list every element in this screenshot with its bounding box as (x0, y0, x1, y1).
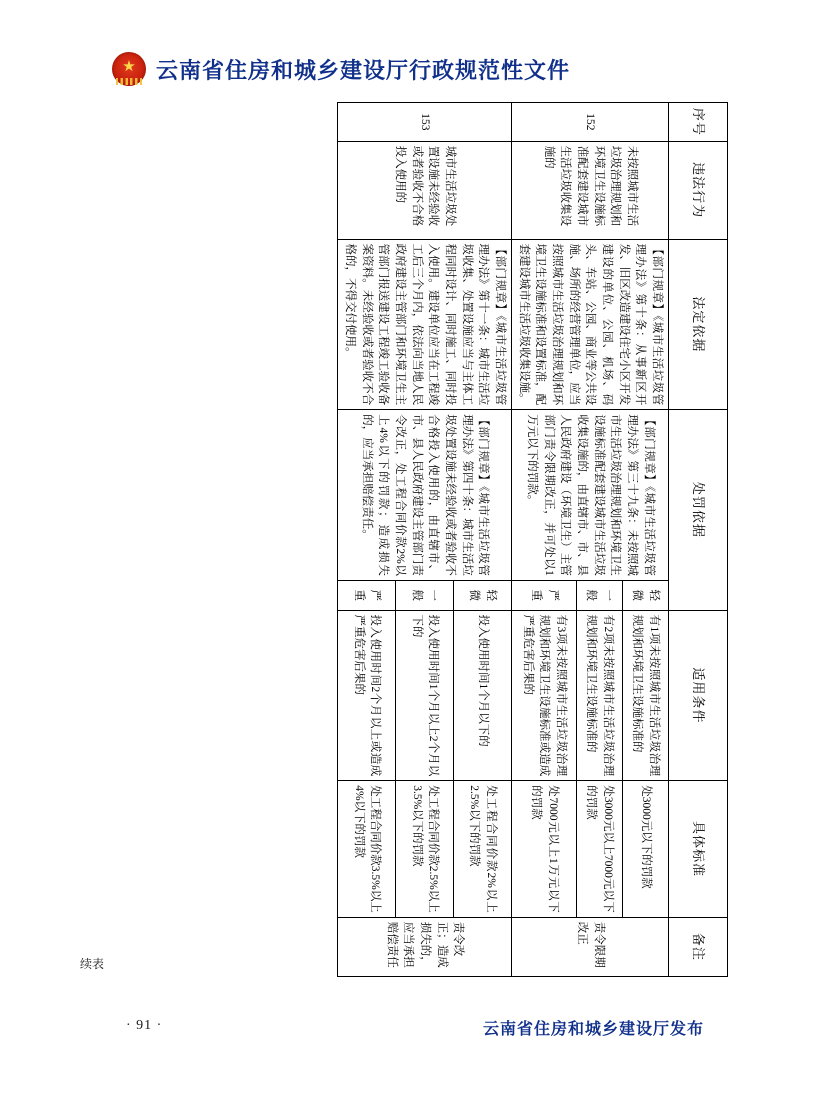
cell-standard-text: 处工程合同价款2.5%以上3.5%以下的罚款 (410, 785, 440, 913)
cell-condition (577, 610, 623, 781)
cell-level (577, 580, 623, 610)
cell-condition-text: 有2项未按照城市生活垃圾治理规划和环境卫生设施标准的 (585, 614, 615, 777)
column-header-penalty: 处罚依据 (669, 410, 728, 610)
cell-note-text: 责令限期改正 (575, 921, 605, 968)
cell-condition (338, 610, 396, 781)
cell-standard (454, 781, 512, 918)
cell-law-text: 【部门规章】《城市生活垃圾管理办法》第十一条：城市生活垃圾收集、处置设施应当与主体工程同时设计、同时施工、同时投入使用。建设单位应当在工程竣工后三个月内，依法向当地人民政府建设主管部门和环境卫生主管部门报送建设工程竣工验收备案资料。未经验收或者验收不合格的，不得交付使用。 (343, 243, 506, 406)
column-header-note: 备注 (669, 917, 728, 976)
cell-level-text: 严重 (529, 589, 559, 601)
cell-level-text: 轻微 (631, 589, 661, 601)
cell-act-text: 城市生活垃圾处置设施未经验收或者验收不合格投入使用的 (393, 145, 456, 227)
cell-standard (338, 781, 396, 918)
regulation-table (337, 102, 728, 977)
cell-condition-text: 有3项未按照城市生活垃圾治理规划和环境卫生设施标准或造成严重危害后果的 (521, 614, 567, 777)
cell-law-text: 【部门规章】《城市生活垃圾管理办法》第十条：从事新区开发、旧区改造建设住宅小区开发建设的单位、公园、机场、码头、车站、公园、商业等公共设施、场所的经营管理单位，应当按照城市生活垃圾治理规划和环境卫生设施标准和设置标准，配套建设城市生活垃圾收集设施。 (517, 243, 663, 406)
cell-standard (396, 781, 454, 918)
cell-penalty-text: 【部门规章】《城市生活垃圾管理办法》第四十条：城市生活垃圾处置设施未经验收或者验收不合格投入使用的，由直辖市、市、县人民政府建设主管部门责令改正，处工程合同价款2%以上4%以下的罚款；造成损失的，应当承担赔偿责任。 (360, 414, 490, 576)
page-header (112, 48, 732, 90)
cell-standard-text: 处工程合同价款3.5%以上4%以下的罚款 (352, 785, 382, 913)
cell-law (511, 239, 668, 410)
cell-level (623, 580, 669, 610)
cell-penalty (338, 410, 512, 581)
cell-condition-text: 投入使用时间1个月以上2个月以下的 (410, 614, 440, 777)
continued-table-label: 续表 (80, 957, 105, 971)
cell-note-text: 责令改正；造成损失的，应当承担赔偿责任 (385, 921, 465, 968)
cell-level (511, 580, 576, 610)
cell-standard-text: 处工程合同价款2%以上2.5%以下的罚款 (468, 785, 498, 913)
cell-condition (396, 610, 454, 781)
column-header-seq: 序号 (669, 103, 728, 142)
cell-level-text: 一般 (585, 589, 615, 601)
cell-seq: 152 (511, 103, 668, 142)
cell-condition-text: 有1项未按照城市生活垃圾治理规划和环境卫生设施标准的 (631, 614, 661, 777)
cell-standard (623, 781, 669, 918)
page-footer (0, 1018, 816, 1048)
rotated-table-wrapper (128, 102, 728, 977)
cell-condition-text: 投入使用时间1个月以下的 (476, 614, 489, 747)
cell-level-text: 一般 (410, 589, 440, 601)
cell-condition (454, 610, 512, 781)
publisher-label: 云南省住房和城乡建设厅发布 (482, 1021, 704, 1038)
cell-standard-text: 处7000元以上1万元以下的罚款 (529, 785, 559, 913)
cell-level-text: 轻微 (468, 589, 498, 601)
cell-condition-text: 投入使用时间2个月以上或造成严重危害后果的 (352, 614, 382, 777)
cell-level (454, 580, 512, 610)
column-header-condition: 适用条件 (669, 610, 728, 781)
cell-standard (577, 781, 623, 918)
cell-penalty-text: 【部门规章】《城市生活垃圾管理办法》第三十九条：未按照城市生活垃圾治理规划和环境卫生设施标准配套建设城市生活垃圾收集设施的，由直辖市、市、县人民政府建设（环境卫生）主管部门责令限期改正，并可处以1万元以下的罚款。 (525, 414, 655, 576)
cell-standard-text: 处3000元以下的罚款 (639, 785, 652, 889)
column-header-standard: 具体标准 (669, 781, 728, 918)
page-title: 云南省住房和城乡建设厅行政规范性文件 (156, 57, 571, 83)
page-number: · 91 · (126, 1018, 163, 1033)
cell-act (511, 141, 668, 239)
cell-act (338, 141, 512, 239)
cell-condition (511, 610, 576, 781)
cell-condition (623, 610, 669, 781)
cell-level (338, 580, 396, 610)
cell-note (338, 917, 512, 976)
cell-standard-text: 处3000元以上7000元以下的罚款 (585, 785, 615, 913)
national-emblem-icon (112, 52, 146, 86)
table-row (454, 103, 512, 977)
cell-standard (511, 781, 576, 918)
cell-note (511, 917, 668, 976)
cell-level (396, 580, 454, 610)
emblem-star-icon: ★ (122, 59, 136, 75)
cell-penalty (511, 410, 668, 581)
cell-level-text: 严重 (352, 589, 382, 601)
table-header-row (669, 103, 728, 977)
emblem-rays (114, 78, 144, 85)
cell-law (338, 239, 512, 410)
cell-act-text: 未按照城市生活垃圾治理规划和环境卫生设施标准配套建设城市生活垃圾收集设施的 (542, 145, 638, 227)
column-header-law: 法定依据 (669, 239, 728, 410)
table-row (623, 103, 669, 977)
cell-seq: 153 (338, 103, 512, 142)
column-header-act: 违法行为 (669, 141, 728, 239)
